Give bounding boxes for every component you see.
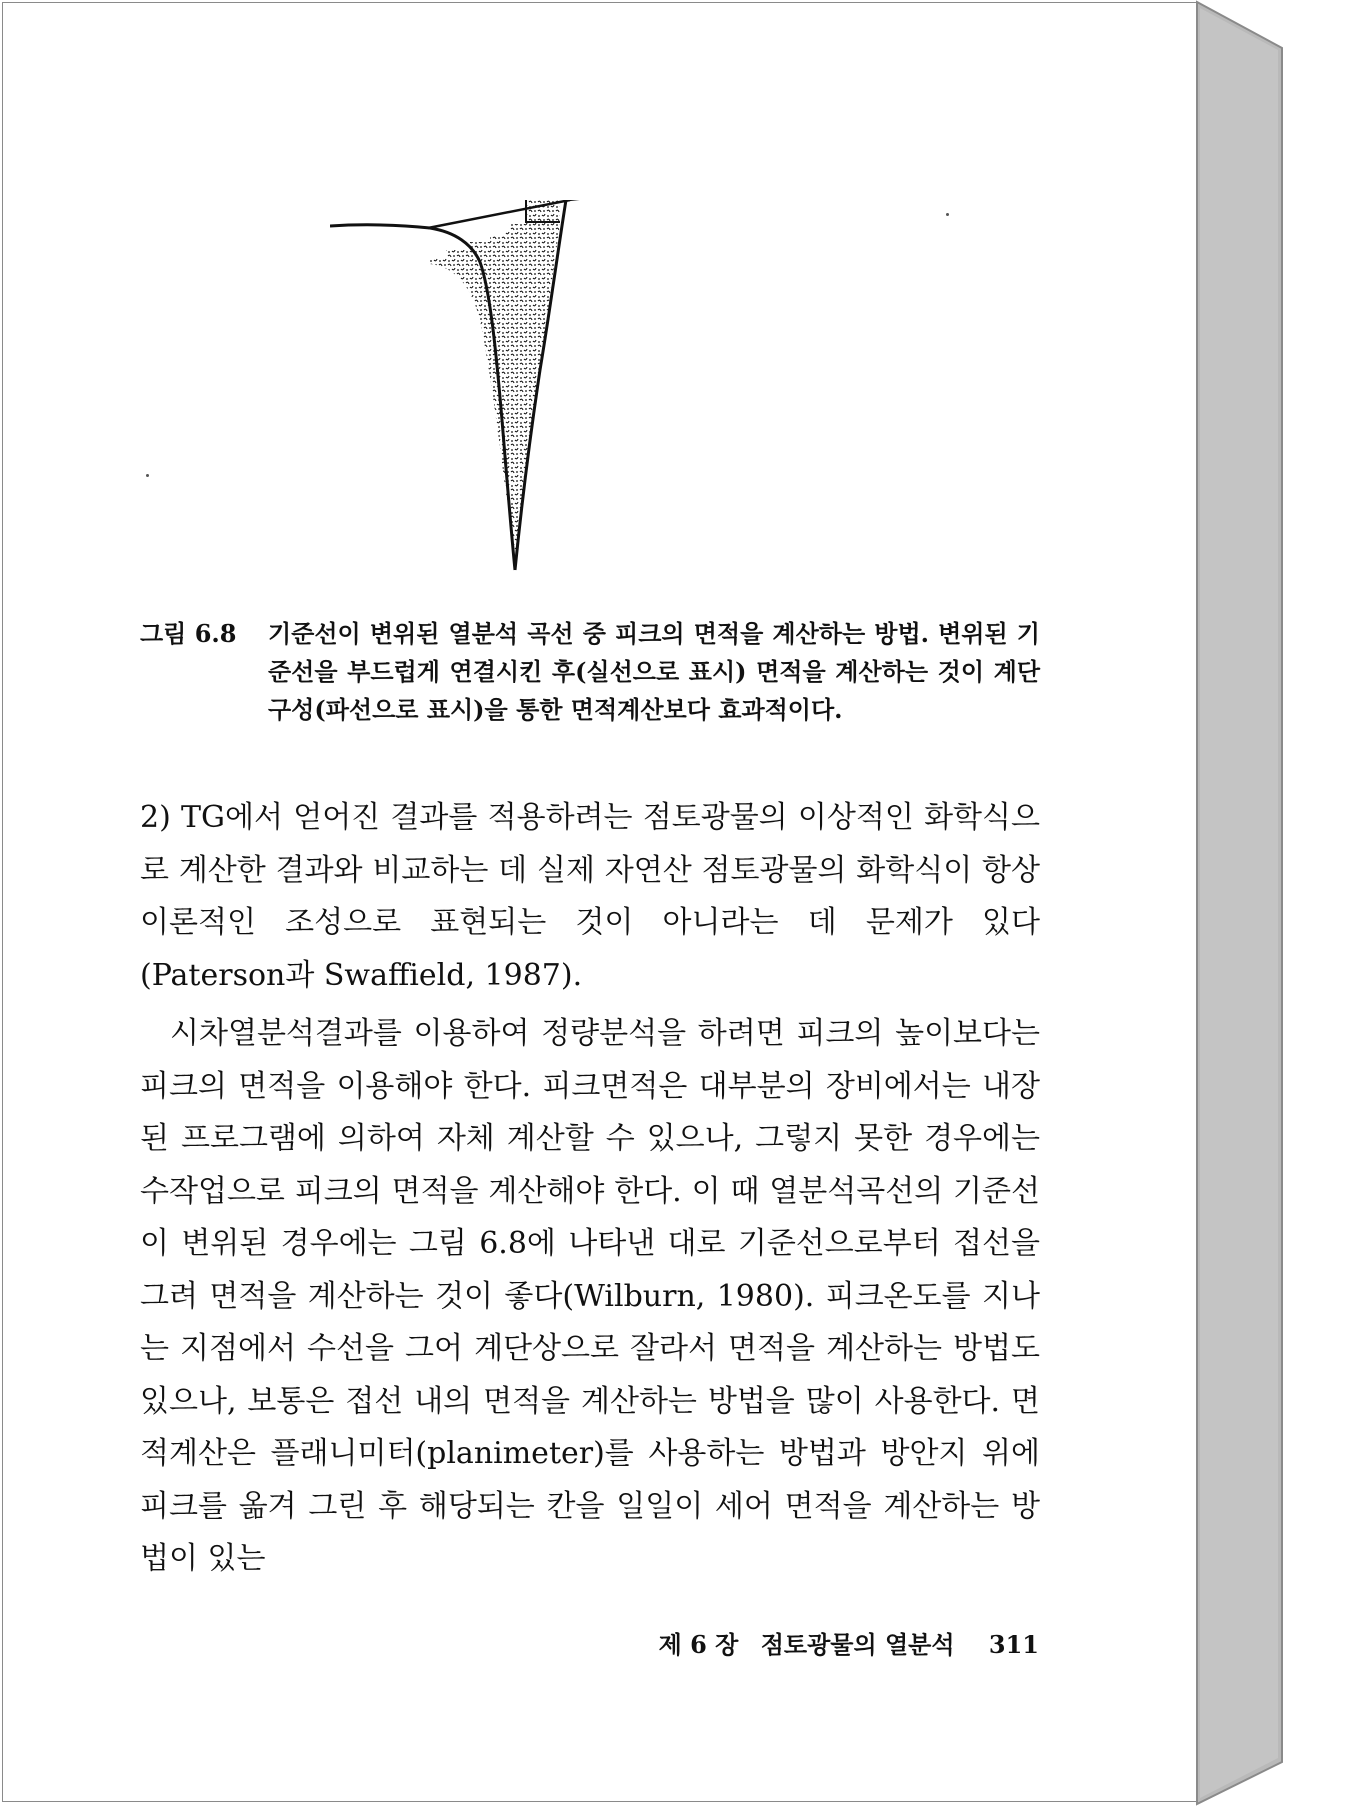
chapter-label: 제 6 장 xyxy=(658,1630,739,1659)
running-footer xyxy=(645,1625,1039,1660)
dta-peak-figure xyxy=(330,200,800,600)
figure-number: 그림 6.8 xyxy=(140,619,237,648)
peak-area xyxy=(430,200,560,570)
figure-caption xyxy=(140,615,1040,729)
page-number: 311 xyxy=(988,1630,1039,1659)
paragraph-2: 시차열분석결과를 이용하여 정량분석을 하려면 피크의 높이보다는 피크의 면적을 이용해야 한다. 피크면적은 대부분의 장비에서는 내장된 프로그램에 의하여 자체 계산할 수 있으나, 그렇지 못한 경우에는 수작업으로 피크의 면적을 계산해야 한다. 이 때 열분석곡선의 기준선이 변위된 경우에는 그림 6.8에 나타낸 대로 기준선으로부터 접선을 그려 면적을 계산하는 것이 좋다(Wilburn, 1980). 피크온도를 지나는 지점에서 수선을 그어 계단상으로 잘라서 면적을 계산하는 방법도 있으나, 보통은 접선 내의 면적을 계산하는 방법을 많이 사용한다. 면적계산은 플래니미터(planimeter)를 사용하는 방법과 방안지 위에 피크를 옮겨 그린 후 해당되는 칸을 일일이 세어 면적을 계산하는 방법이 있는 xyxy=(140,1016,1040,1576)
figure-caption-text: 기준선이 변위된 열분석 곡선 중 피크의 면적을 계산하는 방법. 변위된 기준선을 부드럽게 연결시킨 후(실선으로 표시) 면적을 계산하는 것이 계단 구성(파선으로 표시)을 통한 면적계산보다 효과적이다. xyxy=(268,619,1040,724)
paragraph-1: 2) TG에서 얻어진 결과를 적용하려는 점토광물의 이상적인 화학식으로 계산한 결과와 비교하는 데 실제 자연산 점토광물의 화학식이 항상 이론적인 조성으로 표현되는 것이 아니라는 데 문제가 있다(Paterson과 Swaffield, 1987). xyxy=(140,800,1040,993)
body-text xyxy=(140,792,1040,1586)
dust-speck xyxy=(146,474,149,477)
dust-speck xyxy=(946,213,949,216)
chapter-title: 점토광물의 열분석 xyxy=(760,1630,955,1659)
